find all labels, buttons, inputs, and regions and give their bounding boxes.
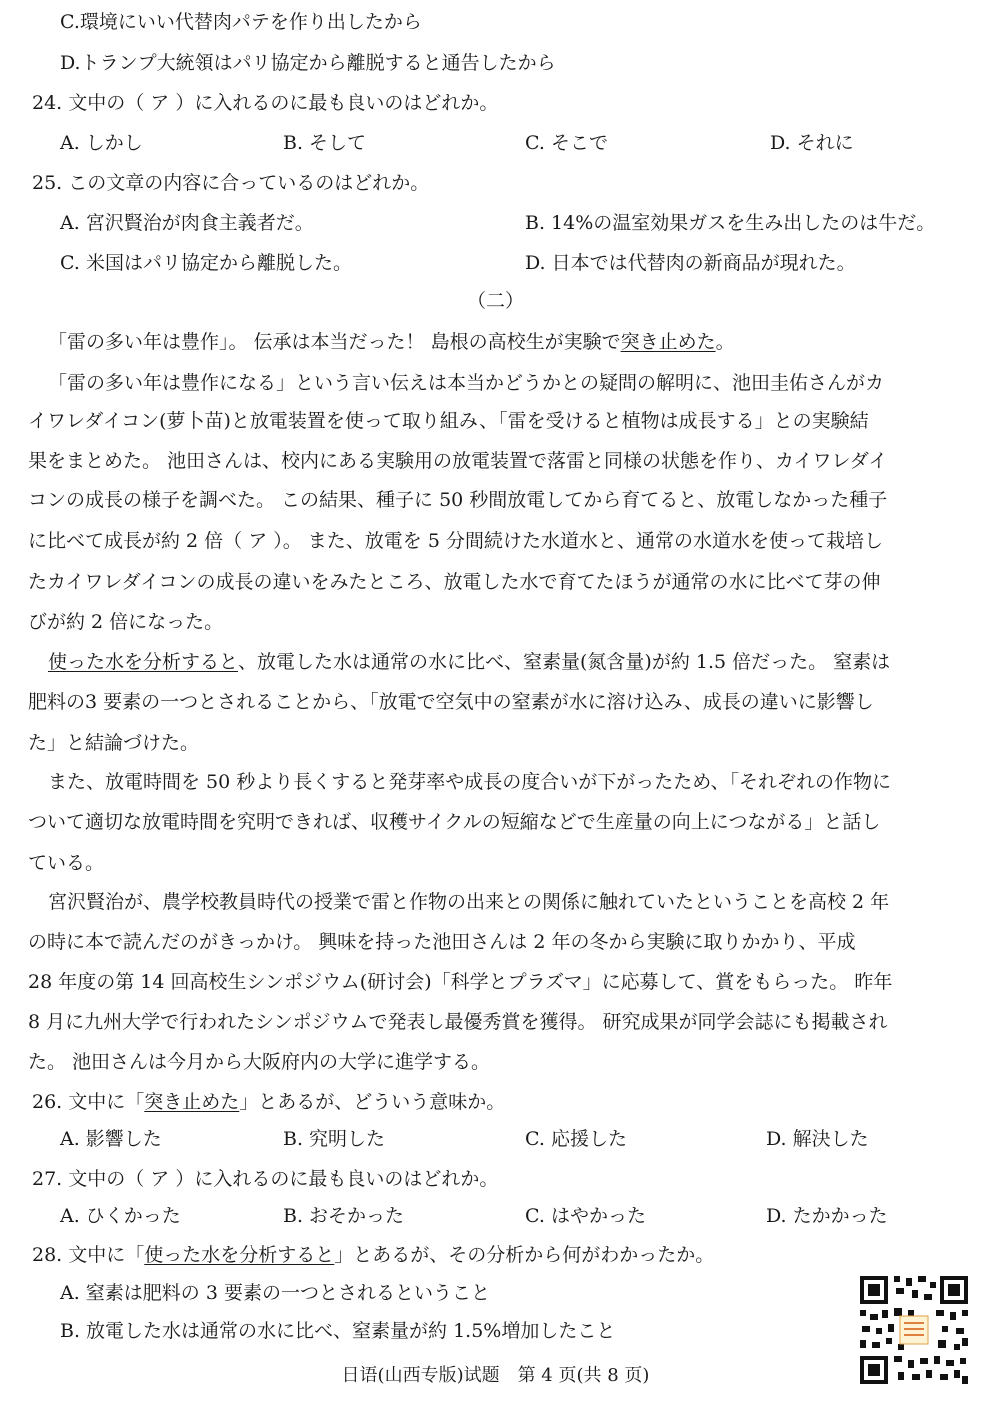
analysis-underlined: 使った水を分析すると	[48, 651, 239, 673]
page-footer: 日语(山西专版)试题 第 4 页(共 8 页)	[341, 1365, 650, 1386]
q27-option-b: B. おそかった	[283, 1205, 405, 1227]
q28-stem-pre: 28. 文中に「	[32, 1244, 145, 1266]
passage-line	[48, 650, 890, 674]
passage-line: 肥料の3 要素の一つとされることから、「放電で空気中の窒素が水に溶け込み、成長の違いに影響し	[28, 691, 874, 713]
q26-option-b: B. 究明した	[283, 1128, 386, 1150]
q26-stem-underlined: 突き止めた	[144, 1091, 240, 1113]
headline-text: 「雷の多い年は豊作」。 伝承は本当だった！ 島根の高校生が実験で	[48, 331, 621, 353]
q24-stem: 24. 文中の（ ア ）に入れるのに最も良いのはどれか。	[32, 92, 499, 114]
q25-option-d: D. 日本では代替肉の新商品が現れた。	[525, 252, 856, 274]
q28-stem	[32, 1243, 714, 1267]
passage-line: た」と結論づけた。	[28, 732, 200, 754]
q26-option-c: C. 応援した	[525, 1128, 627, 1150]
q28-option-b: B. 放電した水は通常の水に比べ、窒素量が約 1.5%増加したこと	[60, 1320, 616, 1342]
q26-stem	[32, 1090, 505, 1114]
q23-option-c: C.環境にいい代替肉パテを作り出したから	[60, 11, 422, 33]
q27-stem: 27. 文中の（ ア ）に入れるのに最も良いのはどれか。	[32, 1168, 499, 1190]
passage-line: 宮沢賢治が、農学校教員時代の授業で雷と作物の出来との関係に触れていたということを高校 2 年	[48, 891, 890, 913]
passage-line: たカイワレダイコンの成長の違いをみたところ、放電した水で育てたほうが通常の水に比べて芽の伸	[28, 571, 881, 593]
passage-line: 28 年度の第 14 回高校生シンポジウム(研讨会)「科学とプラズマ」に応募して、賞をもらった。 昨年	[28, 971, 893, 993]
passage-line: に比べて成長が約 2 倍（ ア ）。 また、放電を 5 分間続けた水道水と、通常の水道水を使って栽培し	[28, 530, 883, 552]
passage-line: コンの成長の様子を調べた。 この結果、種子に 50 秒間放電してから育てると、放電しなかった種子	[28, 489, 888, 511]
q28-option-a: A. 窒素は肥料の 3 要素の一つとされるということ	[60, 1282, 490, 1304]
q27-option-a: A. ひくかった	[60, 1205, 181, 1227]
q23-option-d: D.トランプ大統領はパリ協定から離脱すると通告したから	[60, 52, 556, 74]
q26-stem-pre: 26. 文中に「	[32, 1091, 145, 1113]
q24-option-b: B. そして	[283, 132, 367, 154]
analysis-text: 、放電した水は通常の水に比べ、窒素量(氮含量)が約 1.5 倍だった。 窒素は	[238, 651, 891, 673]
passage-line: 果をまとめた。 池田さんは、校内にある実験用の放電装置で落雷と同様の状態を作り、カイワレダイ	[28, 450, 888, 472]
passage-line: ついて適切な放電時間を究明できれば、収穫サイクルの短縮などで生産量の向上につながる」と話し	[28, 811, 881, 833]
q25-stem: 25. この文章の内容に合っているのはどれか。	[32, 172, 430, 194]
q25-option-b: B. 14%の温室効果ガスを生み出したのは牛だ。	[525, 212, 936, 234]
q26-option-d: D. 解決した	[766, 1128, 869, 1150]
passage-headline	[48, 330, 735, 354]
passage-line: た。 池田さんは今月から大阪府内の大学に進学する。	[28, 1051, 491, 1073]
q24-option-a: A. しかし	[60, 132, 143, 154]
passage-line: 「雷の多い年は豊作になる」という言い伝えは本当かどうかとの疑問の解明に、池田圭佑さんがカ	[48, 372, 885, 394]
section-title: （二）	[466, 290, 524, 312]
passage-line: の時に本で読んだのがきっかけ。 興味を持った池田さんは 2 年の冬から実験に取りかかり、平成	[28, 931, 856, 953]
passage-line: また、放電時間を 50 秒より長くすると発芽率や成長の度合いが下がったため、「それぞれの作物に	[48, 771, 891, 793]
passage-line: 8 月に九州大学で行われたシンポジウムで発表し最優秀賞を獲得。 研究成果が同学会誌にも掲載され	[28, 1011, 888, 1033]
passage-line: ている。	[28, 852, 105, 874]
q24-option-c: C. そこで	[525, 132, 608, 154]
q28-stem-underlined: 使った水を分析すると	[144, 1244, 335, 1266]
q27-option-d: D. たかかった	[766, 1205, 888, 1227]
passage-line: イワレダイコン(萝卜苗)と放電装置を使って取り組み、「雷を受けると植物は成長する」との実験結	[28, 410, 869, 432]
q26-option-a: A. 影響した	[60, 1128, 162, 1150]
q25-option-a: A. 宮沢賢治が肉食主義者だ。	[60, 212, 314, 234]
q25-option-c: C. 米国はパリ協定から離脱した。	[60, 252, 352, 274]
passage-line: びが約 2 倍になった。	[28, 611, 224, 633]
q28-stem-post: 」とあるが、その分析から何がわかったか。	[334, 1244, 715, 1266]
q27-option-c: C. はやかった	[525, 1205, 646, 1227]
q26-stem-post: 」とあるが、どういう意味か。	[239, 1091, 506, 1113]
headline-end: 。	[715, 331, 735, 353]
headline-underlined: 突き止めた	[620, 331, 716, 353]
q24-option-d: D. それに	[770, 132, 854, 154]
